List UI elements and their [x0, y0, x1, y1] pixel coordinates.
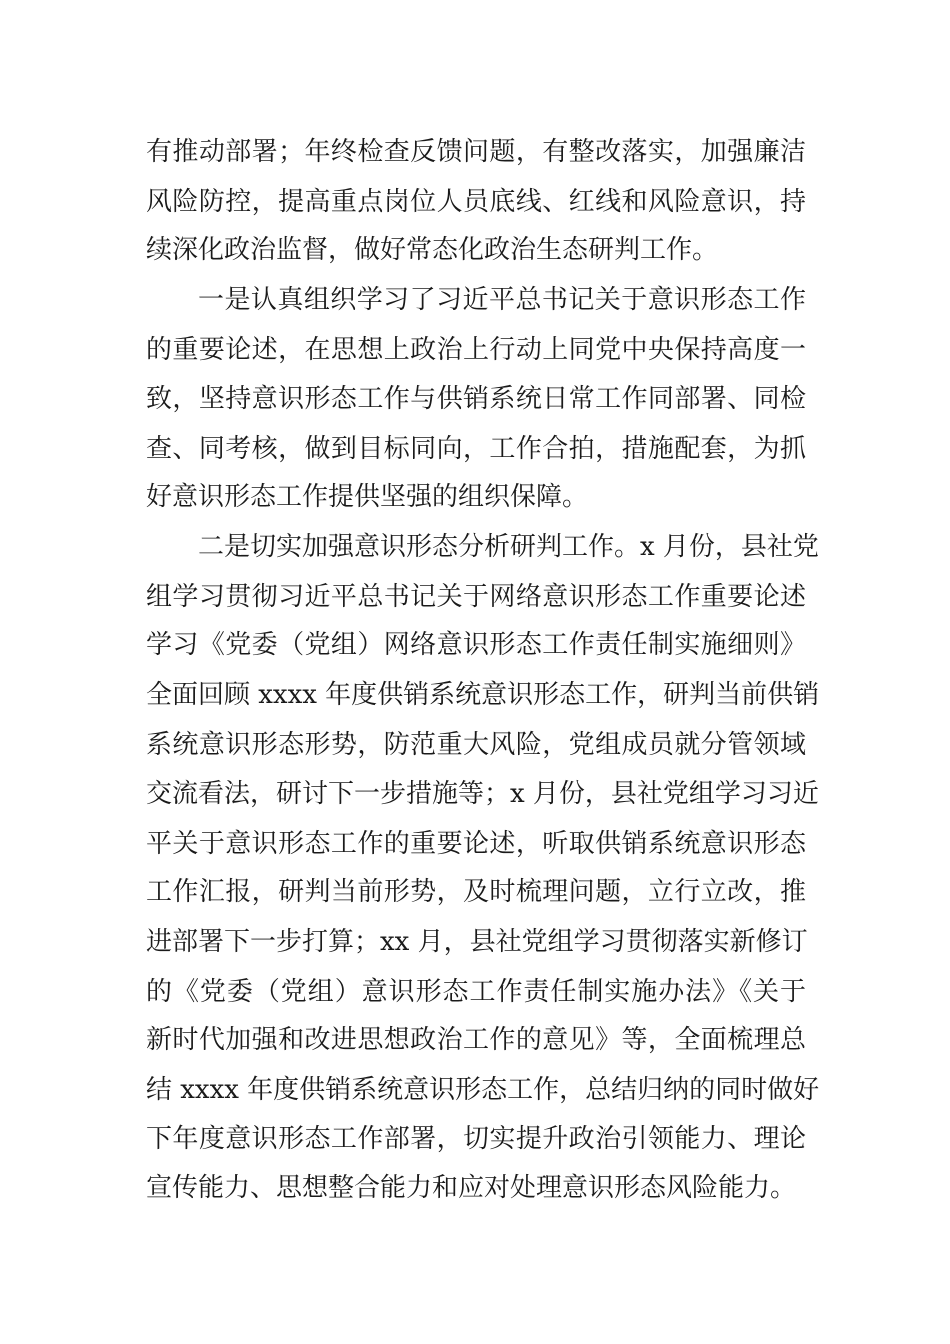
paragraph-2-line-1: 一是认真组织学习了习近平总书记关于意识形态工作 [198, 285, 806, 315]
paragraph-3-line-10: 的《党委（党组）意识形态工作责任制实施办法》《关于 [146, 977, 806, 1007]
paragraph-3-line-3: 学习《党委（党组）网络意识形态工作责任制实施细则》 [146, 630, 806, 660]
paragraph-3-line-4: 全面回顾 xxxx 年度供销系统意识形态工作，研判当前供销 [146, 680, 820, 710]
paragraph-1-line-2: 风险防控，提高重点岗位人员底线、红线和风险意识，持 [146, 187, 806, 217]
paragraph-3-line-13: 下年度意识形态工作部署，切实提升政治引领能力、理论 [146, 1124, 806, 1154]
paragraph-3-line-8: 工作汇报，研判当前形势，及时梳理问题，立行立改，推 [146, 877, 806, 907]
paragraph-2-line-3: 致，坚持意识形态工作与供销系统日常工作同部署、同检 [146, 384, 806, 414]
paragraph-2-line-4: 查、同考核，做到目标同向，工作合拍，措施配套，为抓 [146, 434, 806, 464]
paragraph-3-line-14: 宣传能力、思想整合能力和应对处理意识形态风险能力。 [146, 1173, 797, 1203]
paragraph-2-line-2: 的重要论述，在思想上政治上行动上同党中央保持高度一 [146, 335, 806, 365]
paragraph-1-line-1: 有推动部署；年终检查反馈问题，有整改落实，加强廉洁 [146, 137, 806, 167]
paragraph-3-line-6: 交流看法，研讨下一步措施等；x 月份，县社党组学习习近 [146, 779, 819, 809]
paragraph-1-line-3: 续深化政治监督，做好常态化政治生态研判工作。 [146, 235, 719, 265]
paragraph-3-line-12: 结 xxxx 年度供销系统意识形态工作，总结归纳的同时做好 [146, 1075, 820, 1105]
paragraph-3-line-1: 二是切实加强意识形态分析研判工作。x 月份，县社党 [198, 532, 819, 562]
paragraph-3-line-11: 新时代加强和改进思想政治工作的意见》等，全面梳理总 [146, 1025, 806, 1055]
paragraph-3-line-2: 组学习贯彻习近平总书记关于网络意识形态工作重要论述 [146, 582, 806, 612]
paragraph-3-line-7: 平关于意识形态工作的重要论述，听取供销系统意识形态 [146, 829, 806, 859]
paragraph-3-line-5: 系统意识形态形势，防范重大风险，党组成员就分管领域 [146, 730, 806, 760]
paragraph-3-line-9: 进部署下一步打算；xx 月，县社党组学习贯彻落实新修订 [146, 927, 808, 957]
paragraph-2-line-5: 好意识形态工作提供坚强的组织保障。 [146, 482, 589, 512]
